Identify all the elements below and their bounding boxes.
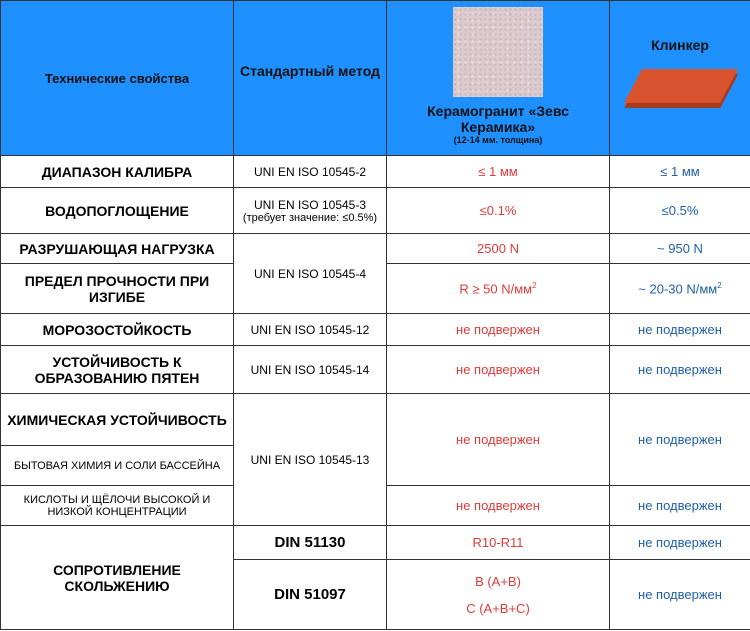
- method-cell: UNI EN ISO 10545-14: [234, 346, 387, 394]
- method-cell: DIN 51097: [234, 560, 387, 630]
- ceramic-value: [387, 560, 610, 630]
- ceramic-value: ≤ 1 мм: [387, 156, 610, 188]
- slip-class-c: C (A+B+C): [466, 600, 530, 616]
- ceramic-value: 2500 N: [387, 234, 610, 264]
- ceramic-tile-image: [453, 7, 543, 97]
- property-subitem: БЫТОВАЯ ХИМИЯ И СОЛИ БАССЕЙНА: [1, 446, 234, 486]
- method-cell: UNI EN ISO 10545-2: [234, 156, 387, 188]
- ceramic-value: не подвержен: [387, 346, 610, 394]
- table-row: [1, 526, 750, 560]
- ceramic-value: R ≥ 50 $N/мм^2$: [387, 264, 610, 314]
- slip-class-b: B (A+B): [475, 573, 521, 589]
- clinker-tile-image: [625, 61, 735, 121]
- table-row: [1, 346, 750, 394]
- table-row: [1, 234, 750, 264]
- clinker-value: не подвержен: [610, 526, 750, 560]
- method-cell: UNI EN ISO 10545-4: [234, 234, 387, 314]
- clinker-value: ≤ 1 мм: [610, 156, 750, 188]
- table-row: [1, 314, 750, 346]
- clinker-value: не подвержен: [610, 560, 750, 630]
- property-name: ДИАПАЗОН КАЛИБРА: [1, 156, 234, 188]
- ceramic-value: ≤0.1%: [387, 188, 610, 234]
- ceramic-value: R10-R11: [387, 526, 610, 560]
- header-properties: Технические свойства: [1, 1, 234, 156]
- property-name: ВОДОПОГЛОЩЕНИЕ: [1, 188, 234, 234]
- method-cell: DIN 51130: [234, 526, 387, 560]
- ceramic-value: не подвержен: [387, 314, 610, 346]
- ceramic-thickness-note: (12-14 мм. толщина): [453, 135, 543, 145]
- method-cell: UNI EN ISO 10545-13: [234, 394, 387, 526]
- table-row: [1, 156, 750, 188]
- clinker-value: ≤0.5%: [610, 188, 750, 234]
- clinker-value: ~ 950 N: [610, 234, 750, 264]
- table-row: [1, 188, 750, 234]
- property-name: УСТОЙЧИВОСТЬ К ОБРАЗОВАНИЮ ПЯТЕН: [1, 346, 234, 394]
- clinker-value: не подвержен: [610, 394, 750, 486]
- ceramic-title: Керамогранит «Зевс Керамика»: [427, 103, 569, 135]
- property-name: СОПРОТИВЛЕНИЕ СКОЛЬЖЕНИЮ: [1, 526, 234, 630]
- ceramic-value: не подвержен: [387, 486, 610, 526]
- property-name: ХИМИЧЕСКАЯ УСТОЙЧИВОСТЬ: [1, 394, 234, 446]
- property-subitem: КИСЛОТЫ И ЩЁЛОЧИ ВЫСОКОЙ И НИЗКОЙ КОНЦЕНТРАЦИИ: [1, 486, 234, 526]
- property-name: МОРОЗОСТОЙКОСТЬ: [1, 314, 234, 346]
- method-label: UNI EN ISO 10545-3: [253, 197, 367, 212]
- clinker-value: не подвержен: [610, 346, 750, 394]
- method-cell: [234, 188, 387, 234]
- table-row: [1, 394, 750, 446]
- clinker-value: ~ 20-30 $N/мм^2$: [610, 264, 750, 314]
- clinker-value: не подвержен: [610, 486, 750, 526]
- clinker-value: не подвержен: [610, 314, 750, 346]
- header-ceramic: [387, 1, 610, 156]
- method-cell: UNI EN ISO 10545-12: [234, 314, 387, 346]
- ceramic-value: не подвержен: [387, 394, 610, 486]
- header-clinker: [610, 1, 750, 156]
- property-name: ПРЕДЕЛ ПРОЧНОСТИ ПРИ ИЗГИБЕ: [1, 264, 234, 314]
- header-method: Стандартный метод: [234, 1, 387, 156]
- property-name: РАЗРУШАЮЩАЯ НАГРУЗКА: [1, 234, 234, 264]
- method-note: (требует значение: ≤0.5%): [242, 211, 378, 224]
- clinker-title: Клинкер: [651, 37, 709, 53]
